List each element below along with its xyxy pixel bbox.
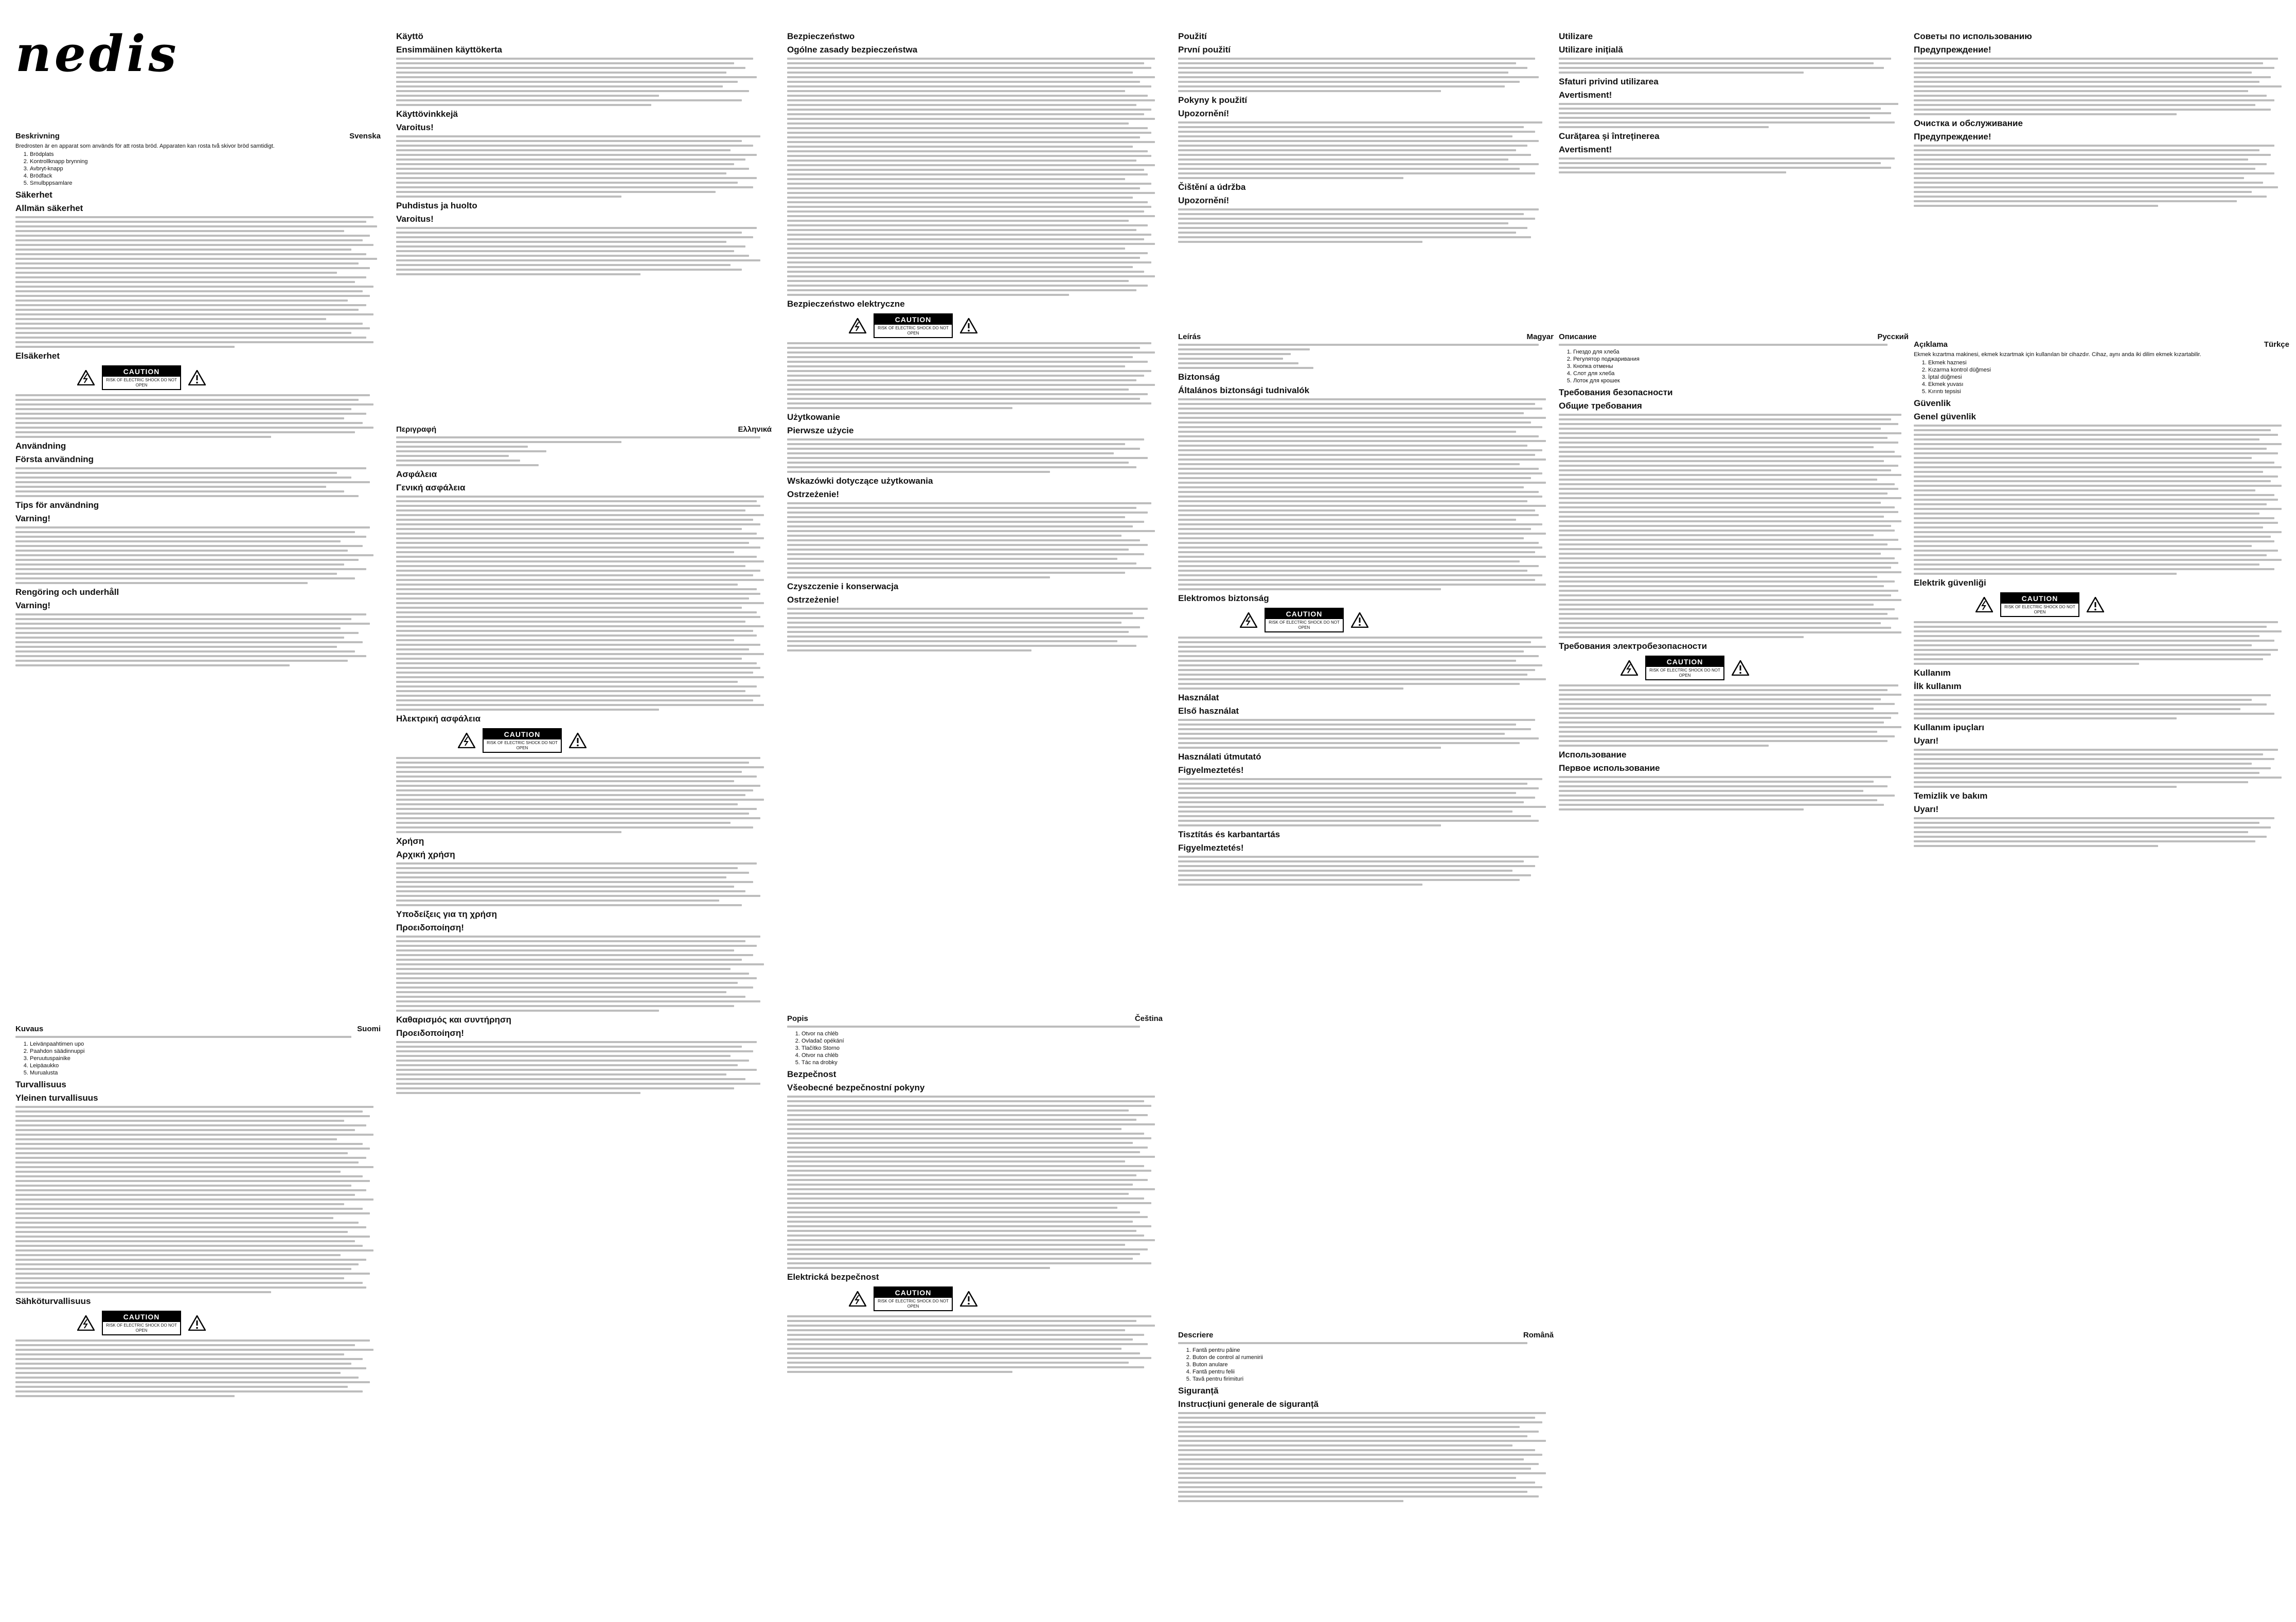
section-title: Περιγραφή xyxy=(396,425,437,434)
body-text-block xyxy=(787,438,1163,473)
body-text-block xyxy=(396,135,772,198)
lightning-warning-icon xyxy=(1621,660,1638,676)
heading: Instrucțiuni generale de siguranță xyxy=(1178,1399,1319,1409)
section-header xyxy=(15,132,381,140)
part-item: 3. Buton anulare xyxy=(1193,1361,1554,1368)
caution-title: CAUTION xyxy=(2001,593,2078,604)
parts-list xyxy=(15,1041,381,1077)
part-item: 5. Tavă pentru firimituri xyxy=(1193,1376,1554,1383)
heading: Bezpieczeństwo elektryczne xyxy=(787,299,905,309)
part-item: 1. Leivänpaahtimen upo xyxy=(30,1041,381,1048)
section-header xyxy=(1559,332,1909,341)
body-text-block xyxy=(15,526,381,584)
body-text-block xyxy=(1914,425,2289,575)
section-header xyxy=(1178,1331,1554,1339)
language-label: Svenska xyxy=(349,132,381,140)
caution-title: CAUTION xyxy=(1266,609,1343,619)
heading: Varoitus! xyxy=(396,122,434,132)
body-text-block xyxy=(396,862,772,906)
heading: První použití xyxy=(1178,45,1231,55)
caution-label xyxy=(458,728,772,753)
language-label: Ελληνικά xyxy=(738,425,772,434)
section-fi-use xyxy=(396,28,772,278)
heading: Čištění a údržba xyxy=(1178,182,1246,192)
heading: Avertisment! xyxy=(1559,90,1612,100)
nedis-logo xyxy=(15,25,185,83)
lightning-warning-icon xyxy=(849,1291,866,1307)
body-text-block xyxy=(1178,344,1554,369)
heading: Очистка и обслуживание xyxy=(1914,118,2023,128)
body-text-block xyxy=(1178,1342,1554,1344)
heading: Sfaturi privind utilizarea xyxy=(1559,77,1659,86)
part-item: 3. Кнопка отмены xyxy=(1573,363,1909,370)
body-text-block xyxy=(396,1041,772,1094)
section-ro-use xyxy=(1559,28,1909,176)
body-text-block xyxy=(396,227,772,275)
section-title: Kuvaus xyxy=(15,1025,44,1033)
heading: Προειδοποίηση! xyxy=(396,923,464,932)
caution-label xyxy=(1621,656,1909,680)
body-text-block xyxy=(396,58,772,106)
heading: Προειδοποίηση! xyxy=(396,1028,464,1038)
section-pl xyxy=(787,28,1163,654)
body-text-block xyxy=(787,1096,1163,1269)
body-text-block xyxy=(15,394,381,438)
heading: Használati útmutató xyxy=(1178,752,1261,762)
heading: Ostrzeżenie! xyxy=(787,595,840,605)
heading: Figyelmeztetés! xyxy=(1178,765,1244,775)
heading: Предупреждение! xyxy=(1914,132,1991,142)
body-text-block xyxy=(1178,398,1554,590)
caution-subtitle: RISK OF ELECTRIC SHOCK DO NOT OPEN xyxy=(1269,620,1340,630)
heading: Curățarea și întreținerea xyxy=(1559,131,1660,141)
caution-box xyxy=(874,313,953,338)
part-item: 1. Fantă pentru pâine xyxy=(1193,1347,1554,1354)
column-3 xyxy=(787,0,1163,1622)
parts-list xyxy=(1178,1347,1554,1383)
parts-list xyxy=(15,151,381,187)
exclamation-warning-icon xyxy=(960,318,977,333)
parts-list xyxy=(787,1030,1163,1066)
heading: Χρήση xyxy=(396,836,424,846)
exclamation-warning-icon xyxy=(1732,660,1749,676)
heading: Предупреждение! xyxy=(1914,45,1991,55)
heading: Czyszczenie i konserwacja xyxy=(787,581,899,591)
caution-label xyxy=(849,313,1163,338)
heading: Upozornění! xyxy=(1178,196,1230,205)
part-item: 4. Слот для хлеба xyxy=(1573,370,1909,377)
body-text-block xyxy=(787,1315,1163,1373)
caution-label xyxy=(849,1286,1163,1311)
body-text-block xyxy=(1559,414,1909,638)
part-item: 1. Brödplats xyxy=(30,151,381,158)
body-text-block xyxy=(1178,856,1554,886)
body-text-block xyxy=(1914,58,2289,115)
heading: Allmän säkerhet xyxy=(15,203,83,213)
lightning-warning-icon xyxy=(1240,612,1257,628)
language-label: Magyar xyxy=(1526,332,1554,341)
caution-box xyxy=(874,1286,953,1311)
section-header xyxy=(787,1014,1163,1023)
body-text-block xyxy=(787,502,1163,578)
logo-wordmark: nedis xyxy=(15,25,180,83)
part-item: 4. Fantă pentru felii xyxy=(1193,1368,1554,1376)
heading: İlk kullanım xyxy=(1914,681,1962,691)
part-item: 2. Buton de control al rumenirii xyxy=(1193,1354,1554,1361)
caution-box xyxy=(102,1311,181,1335)
body-text-block xyxy=(396,757,772,833)
exclamation-warning-icon xyxy=(1351,612,1368,628)
lightning-warning-icon xyxy=(458,733,475,748)
heading: Советы по использованию xyxy=(1914,31,2032,41)
body-text-block xyxy=(1178,208,1554,243)
heading: Ηλεκτρική ασφάλεια xyxy=(396,714,481,724)
body-text-block xyxy=(1914,817,2289,847)
heading: Tisztítás és karbantartás xyxy=(1178,830,1280,839)
heading: Υποδείξεις για τη χρήση xyxy=(396,909,497,919)
heading: Первое использование xyxy=(1559,763,1660,773)
heading: Všeobecné bezpečnostní pokyny xyxy=(787,1083,925,1092)
body-text-block xyxy=(1178,58,1554,92)
column-4b xyxy=(1559,0,1909,1622)
exclamation-warning-icon xyxy=(2087,597,2104,612)
caution-subtitle: RISK OF ELECTRIC SHOCK DO NOT OPEN xyxy=(106,1323,177,1333)
caution-title: CAUTION xyxy=(484,729,561,739)
heading: Elektrická bezpečnost xyxy=(787,1272,879,1282)
caution-subtitle: RISK OF ELECTRIC SHOCK DO NOT OPEN xyxy=(2004,605,2075,614)
part-item: 3. Tlačítko Storno xyxy=(802,1045,1163,1052)
heading: Použití xyxy=(1178,31,1207,41)
caution-title: CAUTION xyxy=(875,1288,952,1298)
caution-label xyxy=(77,365,381,390)
body-text-block xyxy=(15,1106,381,1293)
body-text-block xyxy=(1178,637,1554,690)
section-ru xyxy=(1559,329,1909,813)
part-item: 2. Ovladač opékání xyxy=(802,1037,1163,1045)
part-item: 4. Otvor na chléb xyxy=(802,1052,1163,1059)
caution-box xyxy=(2000,592,2079,617)
language-label: Română xyxy=(1523,1331,1554,1339)
heading: Γενική ασφάλεια xyxy=(396,483,466,492)
heading: Uyarı! xyxy=(1914,804,1939,814)
column-4 xyxy=(1178,0,1554,1622)
body-text-block xyxy=(15,1036,381,1038)
caution-box xyxy=(1265,608,1344,632)
heading: Varning! xyxy=(15,601,51,610)
heading: Turvallisuus xyxy=(15,1080,66,1089)
heading: Elektrik güvenliği xyxy=(1914,578,1986,588)
heading: Elektromos biztonság xyxy=(1178,593,1269,603)
heading: Güvenlik xyxy=(1914,398,1951,408)
part-item: 4. Ekmek yuvası xyxy=(1928,381,2289,388)
heading: Uyarı! xyxy=(1914,736,1939,746)
heading: Siguranță xyxy=(1178,1386,1219,1396)
parts-list xyxy=(1559,348,1909,384)
heading: Yleinen turvallisuus xyxy=(15,1093,98,1103)
body-text-block xyxy=(396,936,772,1012)
section-cs-use xyxy=(1178,28,1554,245)
heading: Käyttö xyxy=(396,31,423,41)
language-label: Türkçe xyxy=(2264,340,2289,349)
heading: Sähköturvallisuus xyxy=(15,1296,91,1306)
heading: Tips för användning xyxy=(15,500,99,510)
body-text-block xyxy=(1914,694,2289,719)
body-text-block xyxy=(15,467,381,497)
part-item: 3. İptal düğmesi xyxy=(1928,374,2289,381)
heading: Varoitus! xyxy=(396,214,434,224)
heading: Αρχική χρήση xyxy=(396,850,455,859)
heading: Pokyny k použití xyxy=(1178,95,1248,105)
heading: Säkerhet xyxy=(15,190,52,200)
part-item: 4. Brödfack xyxy=(30,172,381,180)
body-text-block xyxy=(1178,121,1554,179)
body-text-block xyxy=(1178,719,1554,749)
caution-subtitle: RISK OF ELECTRIC SHOCK DO NOT OPEN xyxy=(487,741,558,750)
body-text-block xyxy=(1559,157,1909,173)
body-text-block xyxy=(1559,103,1909,128)
body-text-block xyxy=(1178,1412,1554,1502)
body-text-block xyxy=(1559,776,1909,810)
heading: Καθαρισμός και συντήρηση xyxy=(396,1015,511,1025)
heading: Ostrzeżenie! xyxy=(787,489,840,499)
heading: Első használat xyxy=(1178,706,1239,716)
heading: Bezpečnost xyxy=(787,1069,836,1079)
caution-subtitle: RISK OF ELECTRIC SHOCK DO NOT OPEN xyxy=(1649,668,1720,678)
heading: Użytkowanie xyxy=(787,412,840,422)
part-item: 4. Leipäaukko xyxy=(30,1062,381,1069)
lightning-warning-icon xyxy=(849,318,866,333)
heading: Puhdistus ja huolto xyxy=(396,201,477,210)
caution-subtitle: RISK OF ELECTRIC SHOCK DO NOT OPEN xyxy=(878,326,949,336)
parts-list xyxy=(1914,359,2289,395)
heading: Использование xyxy=(1559,750,1627,760)
heading: Wskazówki dotyczące użytkowania xyxy=(787,476,933,486)
exclamation-warning-icon xyxy=(188,370,206,385)
caution-label xyxy=(77,1311,381,1335)
section-title: Leírás xyxy=(1178,332,1201,341)
heading: Upozornění! xyxy=(1178,109,1230,118)
body-text-block xyxy=(787,1026,1163,1028)
lightning-warning-icon xyxy=(77,1315,95,1331)
body-text-block xyxy=(1559,58,1909,74)
part-item: 5. Murualusta xyxy=(30,1069,381,1077)
part-item: 5. Tác na drobky xyxy=(802,1059,1163,1066)
body-text-block xyxy=(15,613,381,666)
part-item: 1. Ekmek haznesi xyxy=(1928,359,2289,366)
section-title: Açıklama xyxy=(1914,340,1948,349)
body-text-block xyxy=(1559,684,1909,747)
column-5 xyxy=(1914,0,2289,1622)
heading: Käyttövinkkejä xyxy=(396,109,458,119)
body-text-block xyxy=(1559,344,1909,346)
section-title: Beskrivning xyxy=(15,132,60,140)
heading: Användning xyxy=(15,441,66,451)
caution-box xyxy=(483,728,562,753)
heading: Biztonság xyxy=(1178,372,1220,382)
heading: Genel güvenlik xyxy=(1914,412,1976,421)
caution-box xyxy=(1645,656,1724,680)
heading: Temizlik ve bakım xyxy=(1914,791,1988,801)
section-header xyxy=(396,425,772,434)
section-ru-tips xyxy=(1914,28,2289,209)
part-item: 1. Otvor na chléb xyxy=(802,1030,1163,1037)
body-text-block xyxy=(1178,778,1554,826)
section-title: Descriere xyxy=(1178,1331,1214,1339)
heading: Utilizare inițială xyxy=(1559,45,1623,55)
section-sv xyxy=(15,129,381,669)
caution-subtitle: RISK OF ELECTRIC SHOCK DO NOT OPEN xyxy=(106,378,177,387)
caution-subtitle: RISK OF ELECTRIC SHOCK DO NOT OPEN xyxy=(878,1299,949,1309)
caution-title: CAUTION xyxy=(103,366,180,377)
heading: Ogólne zasady bezpieczeństwa xyxy=(787,45,918,55)
heading: Общие требования xyxy=(1559,401,1642,411)
caution-label xyxy=(1240,608,1554,632)
heading: Figyelmeztetés! xyxy=(1178,843,1244,853)
language-label: Русский xyxy=(1877,332,1909,341)
heading: Használat xyxy=(1178,693,1219,702)
heading: Általános biztonsági tudnivalók xyxy=(1178,385,1310,395)
body-text-block xyxy=(787,58,1163,296)
language-label: Čeština xyxy=(1134,1014,1163,1023)
caution-label xyxy=(1975,592,2289,617)
intro-text: Ekmek kızartma makinesi, ekmek kızartmak için kullanılan bir cihazdır. Cihaz, aynı anda iki dilim ekmek kızartabilir. xyxy=(1914,351,2201,358)
part-item: 3. Avbryt-knapp xyxy=(30,165,381,172)
exclamation-warning-icon xyxy=(188,1315,206,1331)
column-1 xyxy=(15,0,381,1622)
body-text-block xyxy=(1914,621,2289,665)
section-header xyxy=(1914,340,2289,349)
heading: Avertisment! xyxy=(1559,145,1612,154)
body-text-block xyxy=(1914,145,2289,207)
exclamation-warning-icon xyxy=(569,733,586,748)
heading: Elsäkerhet xyxy=(15,351,60,361)
intro-text: Bredrosten är en apparat som används för att rosta bröd. Apparaten kan rosta två skivor bröd samtidigt. xyxy=(15,143,275,149)
body-text-block xyxy=(787,342,1163,409)
section-hu xyxy=(1178,329,1554,888)
exclamation-warning-icon xyxy=(960,1291,977,1307)
caution-box xyxy=(102,365,181,390)
heading: Kullanım xyxy=(1914,668,1951,678)
body-text-block xyxy=(15,1339,381,1397)
language-label: Suomi xyxy=(357,1025,381,1033)
section-ro xyxy=(1178,1328,1554,1505)
heading: Pierwsze użycie xyxy=(787,426,854,435)
section-header xyxy=(1178,332,1554,341)
heading: Ασφάλεια xyxy=(396,469,437,479)
body-text-block xyxy=(15,216,381,348)
part-item: 2. Регулятор поджаривания xyxy=(1573,356,1909,363)
caution-title: CAUTION xyxy=(875,314,952,325)
heading: Bezpieczeństwo xyxy=(787,31,855,41)
heading: Kullanım ipuçları xyxy=(1914,722,1984,732)
heading: Första användning xyxy=(15,454,94,464)
heading: Utilizare xyxy=(1559,31,1593,41)
body-text-block xyxy=(396,436,772,466)
column-2 xyxy=(396,0,772,1622)
heading: Ensimmäinen käyttökerta xyxy=(396,45,502,55)
body-text-block xyxy=(396,496,772,711)
section-title: Описание xyxy=(1559,332,1597,341)
part-item: 2. Kontrollknapp brynning xyxy=(30,158,381,165)
heading: Varning! xyxy=(15,514,51,523)
heading: Требования безопасности xyxy=(1559,387,1673,397)
part-item: 3. Peruutuspainike xyxy=(30,1055,381,1062)
heading: Rengöring och underhåll xyxy=(15,587,119,597)
part-item: 1. Гнездо для хлеба xyxy=(1573,348,1909,356)
lightning-warning-icon xyxy=(77,370,95,385)
body-text-block xyxy=(787,608,1163,651)
part-item: 2. Paahdon säädinnuppi xyxy=(30,1048,381,1055)
part-item: 2. Kızarma kontrol düğmesi xyxy=(1928,366,2289,374)
section-cs xyxy=(787,1011,1163,1376)
section-el xyxy=(396,422,772,1097)
section-tr xyxy=(1914,337,2289,850)
section-header xyxy=(15,1025,381,1033)
section-fi xyxy=(15,1021,381,1400)
caution-title: CAUTION xyxy=(103,1312,180,1322)
part-item: 5. Kırıntı tepsisi xyxy=(1928,388,2289,395)
body-text-block xyxy=(1914,749,2289,788)
part-item: 5. Smulbppsamlare xyxy=(30,180,381,187)
lightning-warning-icon xyxy=(1975,597,1993,612)
caution-title: CAUTION xyxy=(1646,657,1723,667)
section-title: Popis xyxy=(787,1014,808,1023)
heading: Требования электробезопасности xyxy=(1559,641,1707,651)
part-item: 5. Лоток для крошек xyxy=(1573,377,1909,384)
